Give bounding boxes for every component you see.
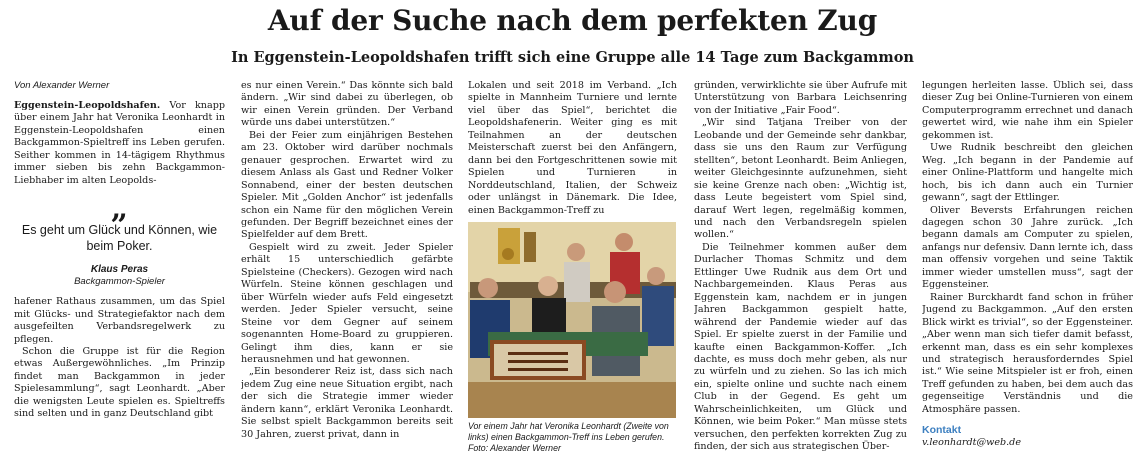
- paragraph: Die Teilnehmer kommen außer dem Durlacher Thomas Schmitz und dem Ettlinger Uwe Rudnik aus dem Ort und Nachbargemeinden. Klaus Peras aus Eggenstein kam, nachdem er in jungen Jahren Backgammon gespielt hatte, während der Pandemie wieder auf das Spiel. Er spielte zuerst in der Familie und kaufte einen Backgammon-Koffer. „Ich dachte, es muss doch mehr geben, als nur zu würfeln und zu ziehen. So las ich mich ein, spielte online und suchte nach einem Club in der Gegend. Es geht um Wahrscheinlichkeiten, um Glück und Können, wie beim Poker.“ Man müsse stets versuchen, den perfekten korrekten Zug zu finden, der sich aus strategischen Über-: [694, 241, 907, 453]
- paragraph-text: Vor knapp über einem Jahr hat Veronika Leonhardt in Eggenstein-Leopoldshafen einen Backgammon-Spieltreff ins Leben gerufen. Seither kommen in 14-tägigem Rhythmus immer sieben bis zehn Backgammon-Liebhaber im alten Leopolds-: [14, 100, 225, 186]
- paragraph: Lokalen und seit 2018 im Verband. „Ich spielte in Mannheim Turniere und lernte viel über das Spiel“, berichtet die Leopoldshafenerin. Weiter ging es mit Teilnahmen an der deutschen Meisterschaft zuerst bei den Anfängern, dann bei den Fortgeschrittenen sowie mit Spielen und Turnieren in Norddeutschland, Italien, der Schweiz oder unlängst in Dänemark. Die Idee, einen Backgammon-Treff zu: [468, 80, 677, 216]
- article-column-2: [241, 80, 453, 470]
- paragraph: „Ein besonderer Reiz ist, dass sich nach jedem Zug eine neue Situation ergibt, nach der sich die Strategie immer wieder ändern kann“, erklärt Veronika Leonhardt. Sie selbst spielt Backgammon bereits seit 30 Jahren, zuerst privat, dann in: [241, 366, 453, 440]
- paragraph: es nur einen Verein.“ Das könnte sich bald ändern. „Wir sind dabei zu überlegen, ob wir einen Verein gründen. Der Verband würde uns dabei unterstützen.“: [241, 80, 453, 129]
- quote-mark-icon: „: [110, 191, 129, 227]
- paragraph: legungen herleiten lasse. Üblich sei, dass dieser Zug bei Online-Turnieren von einem Computerprogramm errechnet und danach gewertet wird, wie nahe ihm ein Spieler gekommen ist.: [922, 80, 1133, 141]
- paragraph: hafener Rathaus zusammen, um das Spiel mit Glücks- und Strategiefaktor nach dem ausgefeilten Verbandsregelwerk zu pflegen.: [14, 296, 225, 345]
- contact-email-link[interactable]: v.leonhardt@web.de: [922, 437, 1022, 449]
- paragraph: Rainer Burckhardt fand schon in früher Jugend zu Backgammon. „Auf den ersten Blick wirkt es trivial“, so der Eggensteiner. „Aber wenn man sich tiefer damit befasst, erkennt man, dass es ein sehr komplexes und strategisch herausforderndes Spiel ist.“ Wie seine Mitspieler ist er froh, einen Treff gefunden zu haben, bei dem auch das gegenseitige Verständnis und die Atmosphäre passen.: [922, 291, 1133, 415]
- paragraph: Bei der Feier zum einjährigen Bestehen am 23. Oktober wird darüber nochmals genauer gesprochen. Erwartet wird zu diesem Anlass als Gast und Redner Volker Sonnabend, einer der besten deutschen Spieler. Mit „Golden Anchor“ ist jedenfalls schon ein Name für den möglichen Verein gefunden. Der Begriff bezeichnet eines der Spielfelder auf dem Brett.: [241, 129, 453, 241]
- article-photo: [468, 222, 676, 418]
- article-headline: Auf der Suche nach dem perfekten Zug: [267, 4, 878, 37]
- pull-quote-author: Klaus Peras: [90, 264, 149, 276]
- paragraph: Uwe Rudnik beschreibt den gleichen Weg. „Ich begann in der Pandemie auf einer Online-Plattform und hangelte mich hoch, bis ich dann auch ein Turnier gewann“, sagt der Ettlinger.: [922, 142, 1133, 204]
- paragraph: [14, 100, 225, 187]
- paragraph: Gespielt wird zu zweit. Jeder Spieler erhält 15 unterschiedlich gefärbte Spielsteine (Checkers). Gezogen wird nach Würfeln. Steine können geschlagen und über Würfeln wieder aufs Feld eingesetzt werden. Jeder Spieler versucht, seine Steine vor dem Gegner auf seinem sogenannten Home-Board zu gruppieren. Gelingt ihm dies, kann er sie herausnehmen und hat gewonnen.: [241, 241, 453, 365]
- photo-caption: Vor einem Jahr hat Veronika Leonhardt (Zweite von links) einen Backgammon-Treff ins Leben gerufen. Foto: Alexander Werner: [468, 420, 669, 453]
- pull-quote-role: Backgammon-Spieler: [74, 276, 165, 288]
- dateline: Eggenstein-Leopoldshafen.: [14, 100, 161, 111]
- paragraph: „Wir sind Tatjana Treiber von der Leobande und der Gemeinde sehr dankbar, dass sie uns den Raum zur Verfügung stellten“, betont Leonhardt. Beim Anliegen, weiter Gleichgesinnte aufzunehmen, sieht sie keine Grenze nach oben: „Wichtig ist, dass Leute begeistert vom Spiel sind, darauf Wert legen, regelmäßig kommen, und nach den Verbandsregeln spielen wollen.“: [694, 117, 907, 241]
- byline: Von Alexander Werner: [14, 80, 110, 91]
- pull-quote: [14, 191, 225, 288]
- article-column-3: [468, 80, 677, 470]
- article-column-1: [14, 80, 225, 470]
- pull-quote-text: Es geht um Glück und Können, wie beim Poker.: [21, 223, 218, 253]
- article-column-5: [922, 80, 1133, 470]
- article-subheadline: In Eggenstein-Leopoldshafen trifft sich eine Gruppe alle 14 Tage zum Backgammon: [231, 49, 914, 66]
- article-column-4: [694, 80, 907, 470]
- contact-label: Kontakt: [922, 424, 962, 437]
- paragraph: Oliver Beversts Erfahrungen reichen dagegen schon 30 Jahre zurück. „Ich begann damals am Computer zu spielen, anfangs nur defensiv. Dann lernte ich, dass man offensiv vorgehen und seine Taktik immer wieder umstellen muss“, sagt der Eggensteiner.: [922, 204, 1133, 291]
- paragraph: gründen, verwirklichte sie über Aufrufe mit Unterstützung von Barbara Leichsenring von der Initiative „Fair Food“.: [694, 80, 907, 116]
- paragraph: Schon die Gruppe ist für die Region etwas Außergewöhnliches. „Im Prinzip findet man Backgammon in jeder Spielesammlung“, sagt Leonhardt. „Aber die wenigsten Leute spielen es. Spieltreffs sind selten und in ganz Deutschland gibt: [14, 345, 225, 420]
